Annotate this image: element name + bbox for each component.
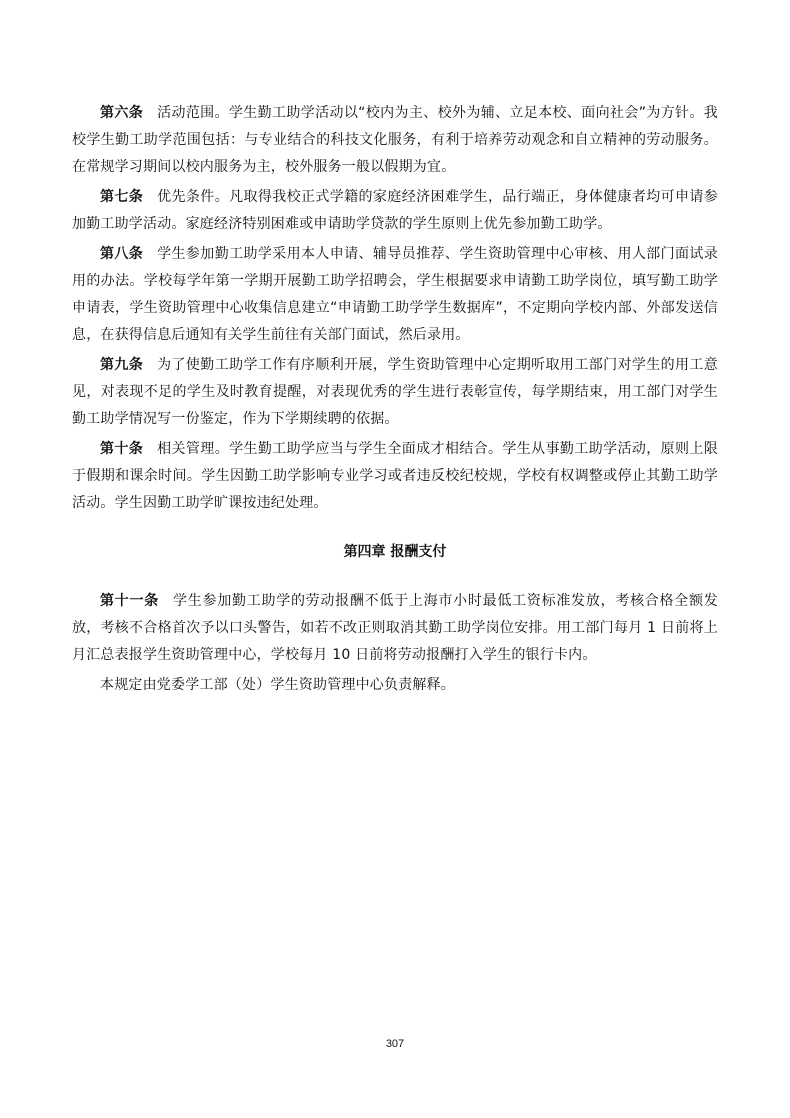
- article-heading: 第八条: [100, 246, 144, 262]
- article-text: 优先条件。凡取得我校正式学籍的家庭经济困难学生，品行端正，身体健康者均可申请参加勤工助学活动。家庭经济特别困难或申请助学贷款的学生原则上优先参加勤工助学。: [72, 189, 718, 232]
- article-text: 学生参加勤工助学的劳动报酬不低于上海市小时最低工资标准发放，考核合格全额发放，考核不合格首次予以口头警告，如若不改正则取消其勤工助学岗位安排。用工部门每月 1 日前将上月汇总表报学生资助管理中心，学校每月 10 日前将劳动报酬打入学生的银行卡内。: [72, 593, 718, 663]
- article-9: [72, 352, 718, 433]
- article-text: 活动范围。学生勤工助学活动以“校内为主、校外为辅、立足本校、面向社会”为方针。我校学生勤工助学范围包括：与专业结合的科技文化服务，有利于培养劳动观念和自立精神的劳动服务。在常规学习期间以校内服务为主，校外服务一般以假期为宜。: [72, 105, 718, 175]
- article-text: 为了使勤工助学工作有序顺利开展，学生资助管理中心定期听取用工部门对学生的用工意见，对表现不足的学生及时教育提醒，对表现优秀的学生进行表彰宣传，每学期结束，用工部门对学生勤工助学情况写一份鉴定，作为下学期续聘的依据。: [72, 357, 718, 427]
- chapter-title: 第四章 报酬支付: [343, 544, 447, 560]
- page-number: 307: [385, 1038, 405, 1050]
- article-text: 学生参加勤工助学采用本人申请、辅导员推荐、学生资助管理中心审核、用人部门面试录用的办法。学校每学年第一学期开展勤工助学招聘会，学生根据要求申请勤工助学岗位，填写勤工助学申请表，学生资助管理中心收集信息建立“申请勤工助学学生数据库”，不定期向学校内部、外部发送信息，在获得信息后通知有关学生前往有关部门面试，然后录用。: [72, 246, 718, 343]
- article-heading: 第七条: [100, 189, 144, 205]
- article-10: [72, 436, 718, 517]
- article-6: [72, 100, 718, 181]
- article-heading: 第十条: [100, 441, 144, 457]
- article-11: [72, 588, 718, 669]
- article-text: 相关管理。学生勤工助学应当与学生全面成才相结合。学生从事勤工助学活动，原则上限于假期和课余时间。学生因勤工助学影响专业学习或者违反校纪校规，学校有权调整或停止其勤工助学活动。学生因勤工助学旷课按违纪处理。: [72, 441, 718, 511]
- article-heading: 第十一条: [100, 593, 159, 609]
- closing-statement: 本规定由党委学工部（处）学生资助管理中心负责解释。: [100, 677, 455, 693]
- document-page: [72, 100, 718, 702]
- article-heading: 第九条: [100, 357, 144, 373]
- article-8: [72, 241, 718, 349]
- article-7: [72, 184, 718, 238]
- article-heading: 第六条: [100, 105, 144, 121]
